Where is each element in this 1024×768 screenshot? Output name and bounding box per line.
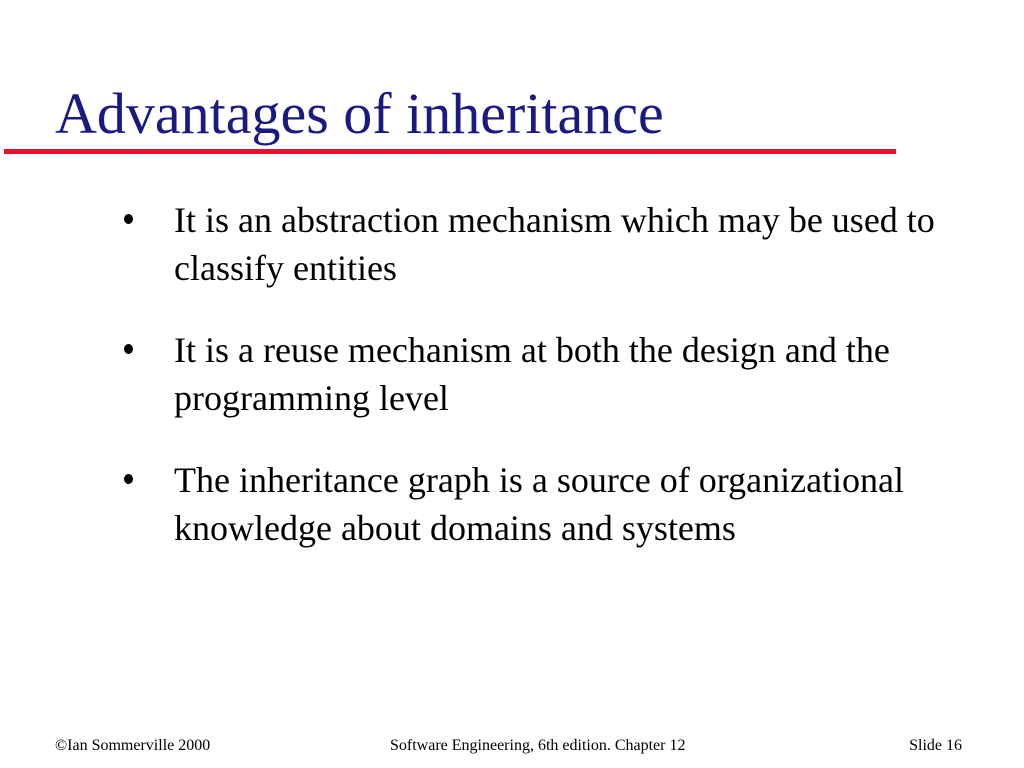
bullet-dot-icon xyxy=(124,214,133,224)
bullet-text: It is an abstraction mechanism which may be used to classify entities xyxy=(174,200,935,288)
bullet-item xyxy=(116,196,996,292)
title-underline xyxy=(4,149,896,154)
footer-copyright: ©Ian Sommerville 2000 xyxy=(55,737,211,754)
footer-book-title: Software Engineering, 6th edition. Chapter 12 xyxy=(390,737,686,754)
bullet-dot-icon xyxy=(124,474,133,484)
slide-title: Advantages of inheritance xyxy=(55,81,664,146)
bullet-list xyxy=(116,196,996,586)
bullet-item xyxy=(116,326,996,422)
footer-slide-number: Slide 16 xyxy=(909,737,962,754)
bullet-dot-icon xyxy=(124,344,133,354)
bullet-text: The inheritance graph is a source of organizational knowledge about domains and systems xyxy=(174,460,905,548)
bullet-text: It is a reuse mechanism at both the design and the programming level xyxy=(174,330,890,418)
bullet-item xyxy=(116,456,996,552)
